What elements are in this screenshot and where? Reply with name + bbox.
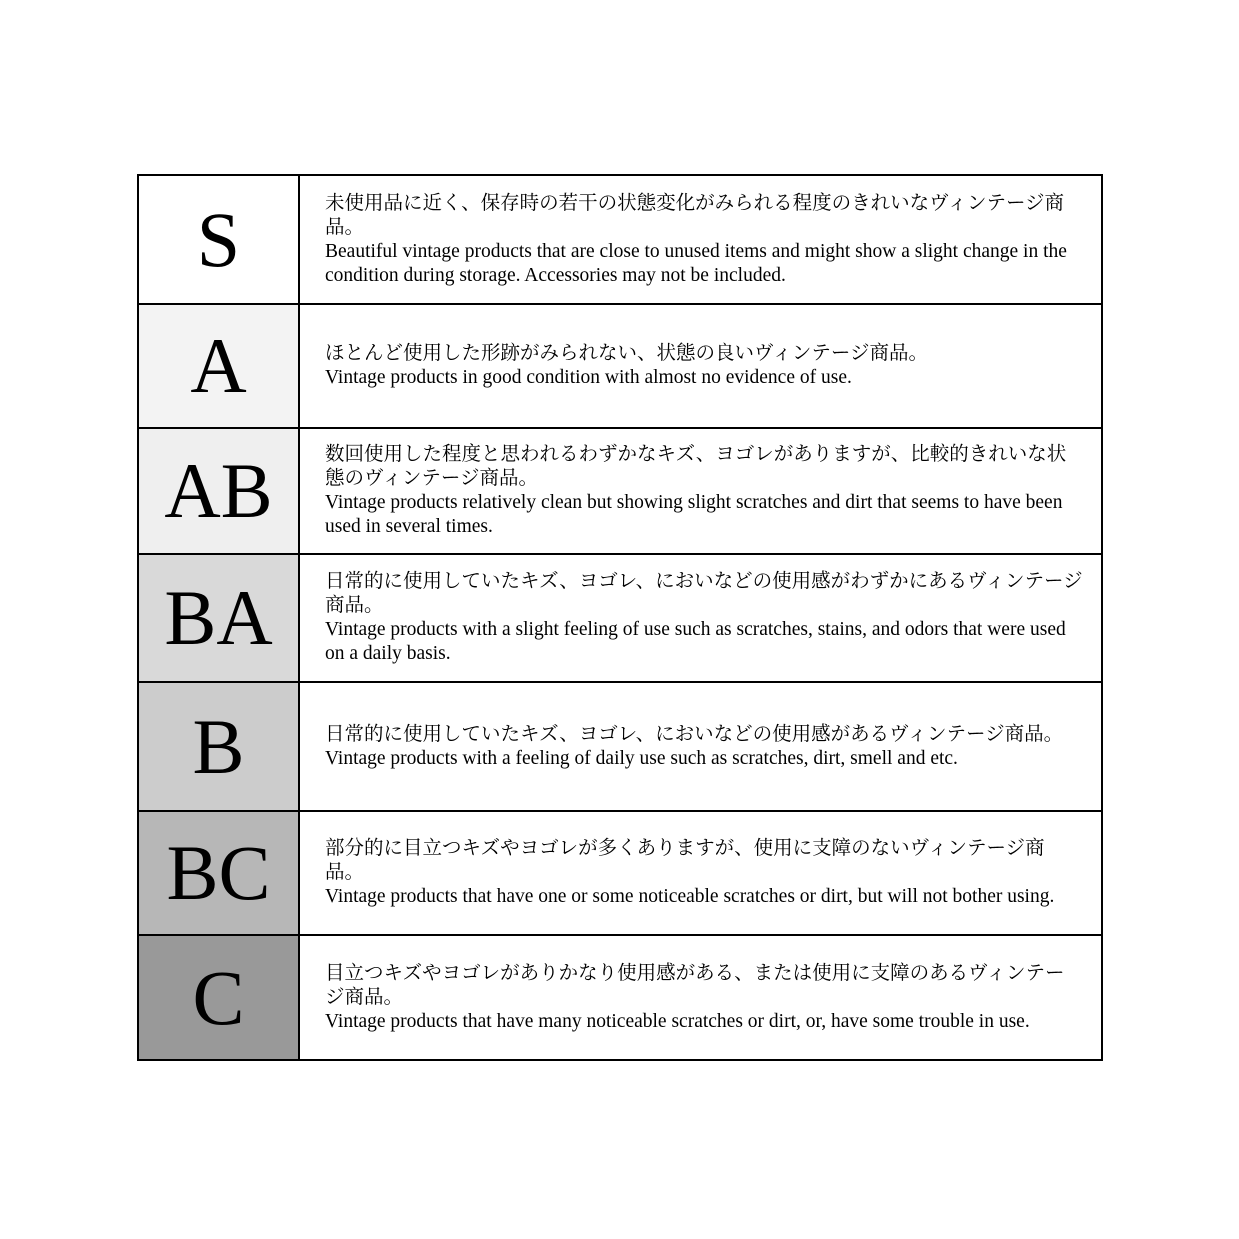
grade-description-cell <box>300 936 1101 1059</box>
description-english: Vintage products relatively clean but showing slight scratches and dirt that seems to have been used in several times. <box>325 492 1063 537</box>
grade-cell-s <box>139 176 300 303</box>
grade-row-bc <box>139 812 1101 936</box>
description-english: Vintage products that have one or some noticeable scratches or dirt, but will not bother using. <box>325 886 1055 907</box>
description-japanese: 部分的に目立つキズやヨゴレが多くありますが、使用に支障のないヴィンテージ商品。 <box>325 838 1045 883</box>
grade-cell-a <box>139 305 300 427</box>
description-english: Vintage products with a feeling of daily use such as scratches, dirt, smell and etc. <box>325 747 958 769</box>
grade-letter: BC <box>166 829 271 916</box>
grade-cell-b <box>139 683 300 810</box>
description-english: Vintage products in good condition with almost no evidence of use. <box>325 367 852 388</box>
grade-row-b <box>139 683 1101 812</box>
grade-row-ab <box>139 429 1101 555</box>
grade-row-c <box>139 936 1101 1059</box>
description-japanese: 目立つキズやヨゴレがありかなり使用感がある、または使用に支障のあるヴィンテージ商品。 <box>325 962 1065 1008</box>
description-japanese: 日常的に使用していたキズ、ヨゴレ、においなどの使用感がわずかにあるヴィンテージ商品。 <box>325 571 1083 616</box>
grade-letter: BA <box>164 574 273 661</box>
grade-description-cell <box>300 176 1101 303</box>
grade-description-cell <box>300 812 1101 934</box>
grade-cell-c <box>139 936 300 1059</box>
grade-description-cell <box>300 305 1101 427</box>
description-japanese: 日常的に使用していたキズ、ヨゴレ、においなどの使用感があるヴィンテージ商品。 <box>325 723 1064 745</box>
grade-letter: A <box>190 322 247 409</box>
description-english: Vintage products that have many noticeable scratches or dirt, or, have some trouble in use. <box>325 1010 1030 1032</box>
grade-letter: C <box>192 953 245 1041</box>
condition-grade-table <box>137 174 1103 1061</box>
grade-row-a <box>139 305 1101 429</box>
description-english: Vintage products with a slight feeling of use such as scratches, stains, and odors that were used on a daily basis. <box>325 619 1066 664</box>
grade-cell-bc <box>139 812 300 934</box>
grade-row-ba <box>139 555 1101 683</box>
grade-letter: B <box>192 702 245 790</box>
description-japanese: 未使用品に近く、保存時の若干の状態変化がみられる程度のきれいなヴィンテージ商品。 <box>325 192 1065 238</box>
grade-description-cell <box>300 429 1101 553</box>
description-japanese: 数回使用した程度と思われるわずかなキズ、ヨゴレがありますが、比較的きれいな状態のヴィンテージ商品。 <box>325 444 1067 489</box>
grade-letter: S <box>196 195 241 283</box>
description-japanese: ほとんど使用した形跡がみられない、状態の良いヴィンテージ商品。 <box>325 343 928 364</box>
grade-description-cell <box>300 555 1101 681</box>
description-english: Beautiful vintage products that are close to unused items and might show a slight change in the condition during storage. Accessories may not be included. <box>325 240 1067 286</box>
grade-cell-ab <box>139 429 300 553</box>
grade-letter: AB <box>164 447 273 534</box>
grade-cell-ba <box>139 555 300 681</box>
grade-row-s <box>139 176 1101 305</box>
grade-description-cell <box>300 683 1101 810</box>
